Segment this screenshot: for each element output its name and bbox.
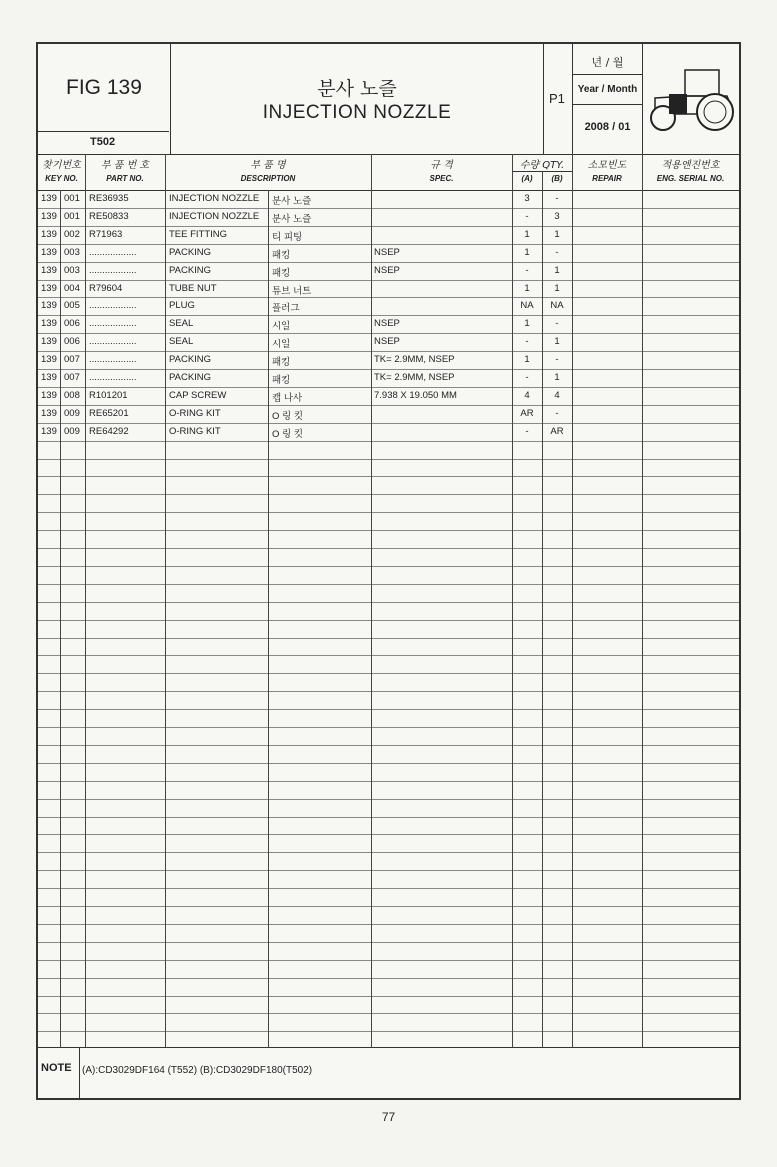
- row-rule: [38, 638, 739, 639]
- description-english: O-RING KIT: [169, 425, 221, 437]
- col-qty: 수량 QTY.: [519, 160, 565, 171]
- date-cell: [573, 44, 643, 154]
- description-english: SEAL: [169, 336, 194, 348]
- column-rule: [85, 154, 86, 1047]
- row-rule: [38, 602, 739, 603]
- col-qty-a: (A): [521, 174, 533, 183]
- qty-b-value: AR: [550, 425, 564, 437]
- row-rule: [38, 960, 739, 961]
- spec-value: TK= 2.9MM, NSEP: [374, 372, 455, 383]
- spec-value: TK= 2.9MM, NSEP: [374, 354, 455, 366]
- qty-a-value: -: [525, 336, 529, 348]
- key-number: 008: [64, 389, 80, 401]
- fig-cell-value: 139: [41, 389, 57, 401]
- col-key: 찾기번호 KEY NO.: [42, 160, 81, 183]
- description-english: PACKING: [169, 264, 212, 276]
- row-rule: [38, 996, 739, 997]
- description-korean: 패킹: [272, 375, 291, 386]
- row-rule: [38, 441, 739, 442]
- part-number: ..................: [89, 246, 137, 258]
- qty-b-value: -: [555, 407, 559, 419]
- row-rule: [38, 459, 739, 460]
- description-korean: 캡 나사: [272, 392, 303, 404]
- col-serial: 적용엔진번호 ENG. SERIAL NO.: [656, 160, 725, 183]
- qty-b-value: 1: [554, 336, 560, 348]
- qty-a-value: NA: [520, 300, 534, 312]
- description-korean: 패킹: [272, 267, 291, 279]
- key-number: 001: [64, 193, 80, 204]
- qty-a-value: 1: [524, 246, 530, 258]
- row-rule: [38, 978, 739, 979]
- note-text: (A):CD3029DF164 (T552) (B):CD3029DF180(T502): [82, 1065, 313, 1076]
- column-rule: [371, 154, 372, 1047]
- row-rule: [38, 566, 739, 567]
- column-rule: [268, 190, 269, 1047]
- qty-b-value: -: [555, 318, 559, 330]
- description-korean: O 링 킷: [272, 410, 304, 422]
- fig-cell-value: 139: [41, 246, 57, 258]
- qty-b-value: 1: [554, 372, 560, 383]
- row-rule: [38, 763, 739, 764]
- row-rule: [38, 888, 739, 889]
- row-rule: [38, 315, 739, 316]
- qty-b-value: 1: [554, 282, 560, 294]
- description-korean: 플러그: [272, 303, 300, 315]
- row-rule: [38, 942, 739, 943]
- fig-cell-value: 139: [41, 228, 57, 240]
- row-rule: [38, 369, 739, 370]
- row-rule: [38, 262, 739, 263]
- description-korean: 분사 노즐: [272, 196, 312, 207]
- qty-b-value: -: [555, 193, 559, 204]
- qty-a-value: 1: [524, 318, 530, 330]
- part-number: ..................: [89, 354, 137, 366]
- description-english: TUBE NUT: [169, 282, 217, 294]
- part-number: RE65201: [89, 407, 129, 419]
- title-english: INJECTION NOZZLE: [262, 102, 452, 123]
- row-rule: [38, 297, 739, 298]
- description-korean: 시일: [272, 339, 291, 351]
- key-number: 006: [64, 318, 80, 330]
- column-rule: [165, 154, 166, 1047]
- description-korean: 분사 노즐: [272, 213, 312, 225]
- description-korean: 패킹: [272, 357, 291, 369]
- key-number: 005: [64, 300, 80, 312]
- row-rule: [38, 924, 739, 925]
- column-header-row: [38, 154, 739, 191]
- part-number: R101201: [89, 389, 128, 401]
- col-part: 부 품 번 호 PART NO.: [100, 160, 150, 183]
- row-rule: [38, 620, 739, 621]
- col-spec: 규 격 SPEC.: [429, 160, 454, 183]
- row-rule: [38, 494, 739, 495]
- header-block: [38, 44, 739, 155]
- fig-number: FIG 139: [66, 76, 142, 99]
- description-korean: 시일: [272, 321, 291, 333]
- row-rule: [38, 333, 739, 334]
- row-rule: [38, 673, 739, 674]
- row-rule: [38, 745, 739, 746]
- spec-value: NSEP: [374, 264, 400, 276]
- qty-a-value: 1: [524, 354, 530, 366]
- date-label-english: Year / Month: [577, 84, 638, 95]
- part-number: R79604: [89, 282, 123, 294]
- row-rule: [38, 691, 739, 692]
- fig-cell-value: 139: [41, 264, 57, 276]
- col-repair: 소모빈도 REPAIR: [587, 160, 627, 183]
- note-row: [38, 1047, 739, 1099]
- description-english: TEE FITTING: [169, 228, 228, 240]
- title-cell: [171, 44, 544, 154]
- description-korean: O 링 킷: [272, 428, 304, 440]
- qty-a-value: AR: [520, 407, 534, 419]
- column-rule: [572, 154, 573, 1047]
- row-rule: [38, 476, 739, 477]
- row-rule: [38, 1031, 739, 1032]
- key-number: 007: [64, 372, 80, 383]
- row-rule: [38, 351, 739, 352]
- part-number: ..................: [89, 372, 137, 383]
- key-number: 001: [64, 210, 80, 222]
- row-rule: [38, 405, 739, 406]
- row-rule: [38, 799, 739, 800]
- qty-b-value: 3: [554, 210, 560, 222]
- description-english: PACKING: [169, 354, 212, 366]
- description-english: PACKING: [169, 246, 212, 258]
- column-rule: [642, 154, 643, 1047]
- key-number: 003: [64, 264, 80, 276]
- date-label-korean: 년 / 월: [591, 56, 624, 69]
- col-qty-b: (B): [551, 174, 563, 183]
- row-rule: [38, 817, 739, 818]
- key-number: 006: [64, 336, 80, 348]
- fig-cell-value: 139: [41, 300, 57, 312]
- row-rule: [38, 244, 739, 245]
- row-rule: [38, 530, 739, 531]
- part-number: RE36935: [89, 193, 129, 204]
- fig-cell-value: 139: [41, 354, 57, 366]
- qty-b-value: -: [555, 354, 559, 366]
- fig-cell-value: 139: [41, 282, 57, 294]
- page-label: P1: [549, 91, 565, 106]
- row-rule: [38, 852, 739, 853]
- row-rule: [38, 584, 739, 585]
- column-rule: [60, 190, 61, 1047]
- spec-value: NSEP: [374, 318, 400, 330]
- qty-a-value: -: [525, 210, 529, 222]
- key-number: 007: [64, 354, 80, 366]
- key-number: 004: [64, 282, 80, 294]
- description-korean: 티 피팅: [272, 231, 303, 243]
- part-number: ..................: [89, 300, 137, 312]
- row-rule: [38, 834, 739, 835]
- qty-a-value: 1: [524, 228, 530, 240]
- qty-b-value: NA: [550, 300, 564, 312]
- qty-a-value: -: [525, 264, 529, 276]
- description-english: O-RING KIT: [169, 407, 221, 419]
- fig-cell-value: 139: [41, 372, 57, 383]
- description-english: INJECTION NOZZLE: [169, 210, 260, 222]
- part-number: ..................: [89, 318, 137, 330]
- row-rule: [38, 423, 739, 424]
- part-number: RE50833: [89, 210, 129, 222]
- row-rule: [38, 387, 739, 388]
- spec-value: NSEP: [374, 246, 400, 258]
- qty-b-value: 1: [554, 264, 560, 276]
- key-number: 009: [64, 407, 80, 419]
- row-rule: [38, 870, 739, 871]
- row-rule: [38, 727, 739, 728]
- description-english: SEAL: [169, 318, 194, 330]
- description-korean: 패킹: [272, 249, 291, 261]
- key-number: 003: [64, 246, 80, 258]
- key-number: 009: [64, 425, 80, 437]
- description-english: CAP SCREW: [169, 389, 227, 401]
- row-rule: [38, 208, 739, 209]
- part-number: ..................: [89, 336, 137, 348]
- fig-cell-value: 139: [41, 318, 57, 330]
- qty-b-value: -: [555, 246, 559, 258]
- description-english: PLUG: [169, 300, 195, 312]
- spec-value: NSEP: [374, 336, 400, 348]
- qty-a-value: -: [525, 425, 529, 437]
- fig-cell-value: 139: [41, 210, 57, 222]
- model-code: T502: [90, 136, 116, 148]
- row-rule: [38, 781, 739, 782]
- page-cell: [544, 44, 573, 154]
- parts-sheet: [36, 42, 741, 1100]
- description-english: INJECTION NOZZLE: [169, 193, 260, 204]
- row-rule: [38, 512, 739, 513]
- part-number: RE64292: [89, 425, 129, 437]
- col-description: 부 품 명 DESCRIPTION: [240, 160, 296, 183]
- row-rule: [38, 280, 739, 281]
- description-korean: 튜브 너트: [272, 285, 312, 297]
- row-rule: [38, 709, 739, 710]
- spec-value: 7.938 X 19.050 MM: [374, 389, 457, 401]
- page-number: 77: [381, 1110, 396, 1124]
- description-english: PACKING: [169, 372, 212, 383]
- row-rule: [38, 1013, 739, 1014]
- part-number: ..................: [89, 264, 137, 276]
- fig-cell-value: 139: [41, 336, 57, 348]
- qty-a-value: -: [525, 372, 529, 383]
- qty-b-value: 4: [554, 389, 560, 401]
- qty-a-value: 1: [524, 282, 530, 294]
- qty-b-value: 1: [554, 228, 560, 240]
- title-korean: 분사 노즐: [317, 78, 397, 100]
- tractor-icon: [643, 44, 739, 154]
- qty-a-value: 3: [524, 193, 530, 204]
- date-value: 2008 / 01: [584, 121, 631, 133]
- note-label: NOTE: [41, 1062, 72, 1074]
- row-rule: [38, 655, 739, 656]
- fig-cell-value: 139: [41, 407, 57, 419]
- key-number: 002: [64, 228, 80, 240]
- row-rule: [38, 548, 739, 549]
- row-rule: [38, 906, 739, 907]
- fig-cell-value: 139: [41, 425, 57, 437]
- part-number: R71963: [89, 228, 123, 240]
- qty-a-value: 4: [524, 389, 530, 401]
- fig-cell: [38, 44, 171, 154]
- row-rule: [38, 226, 739, 227]
- fig-cell-value: 139: [41, 193, 57, 204]
